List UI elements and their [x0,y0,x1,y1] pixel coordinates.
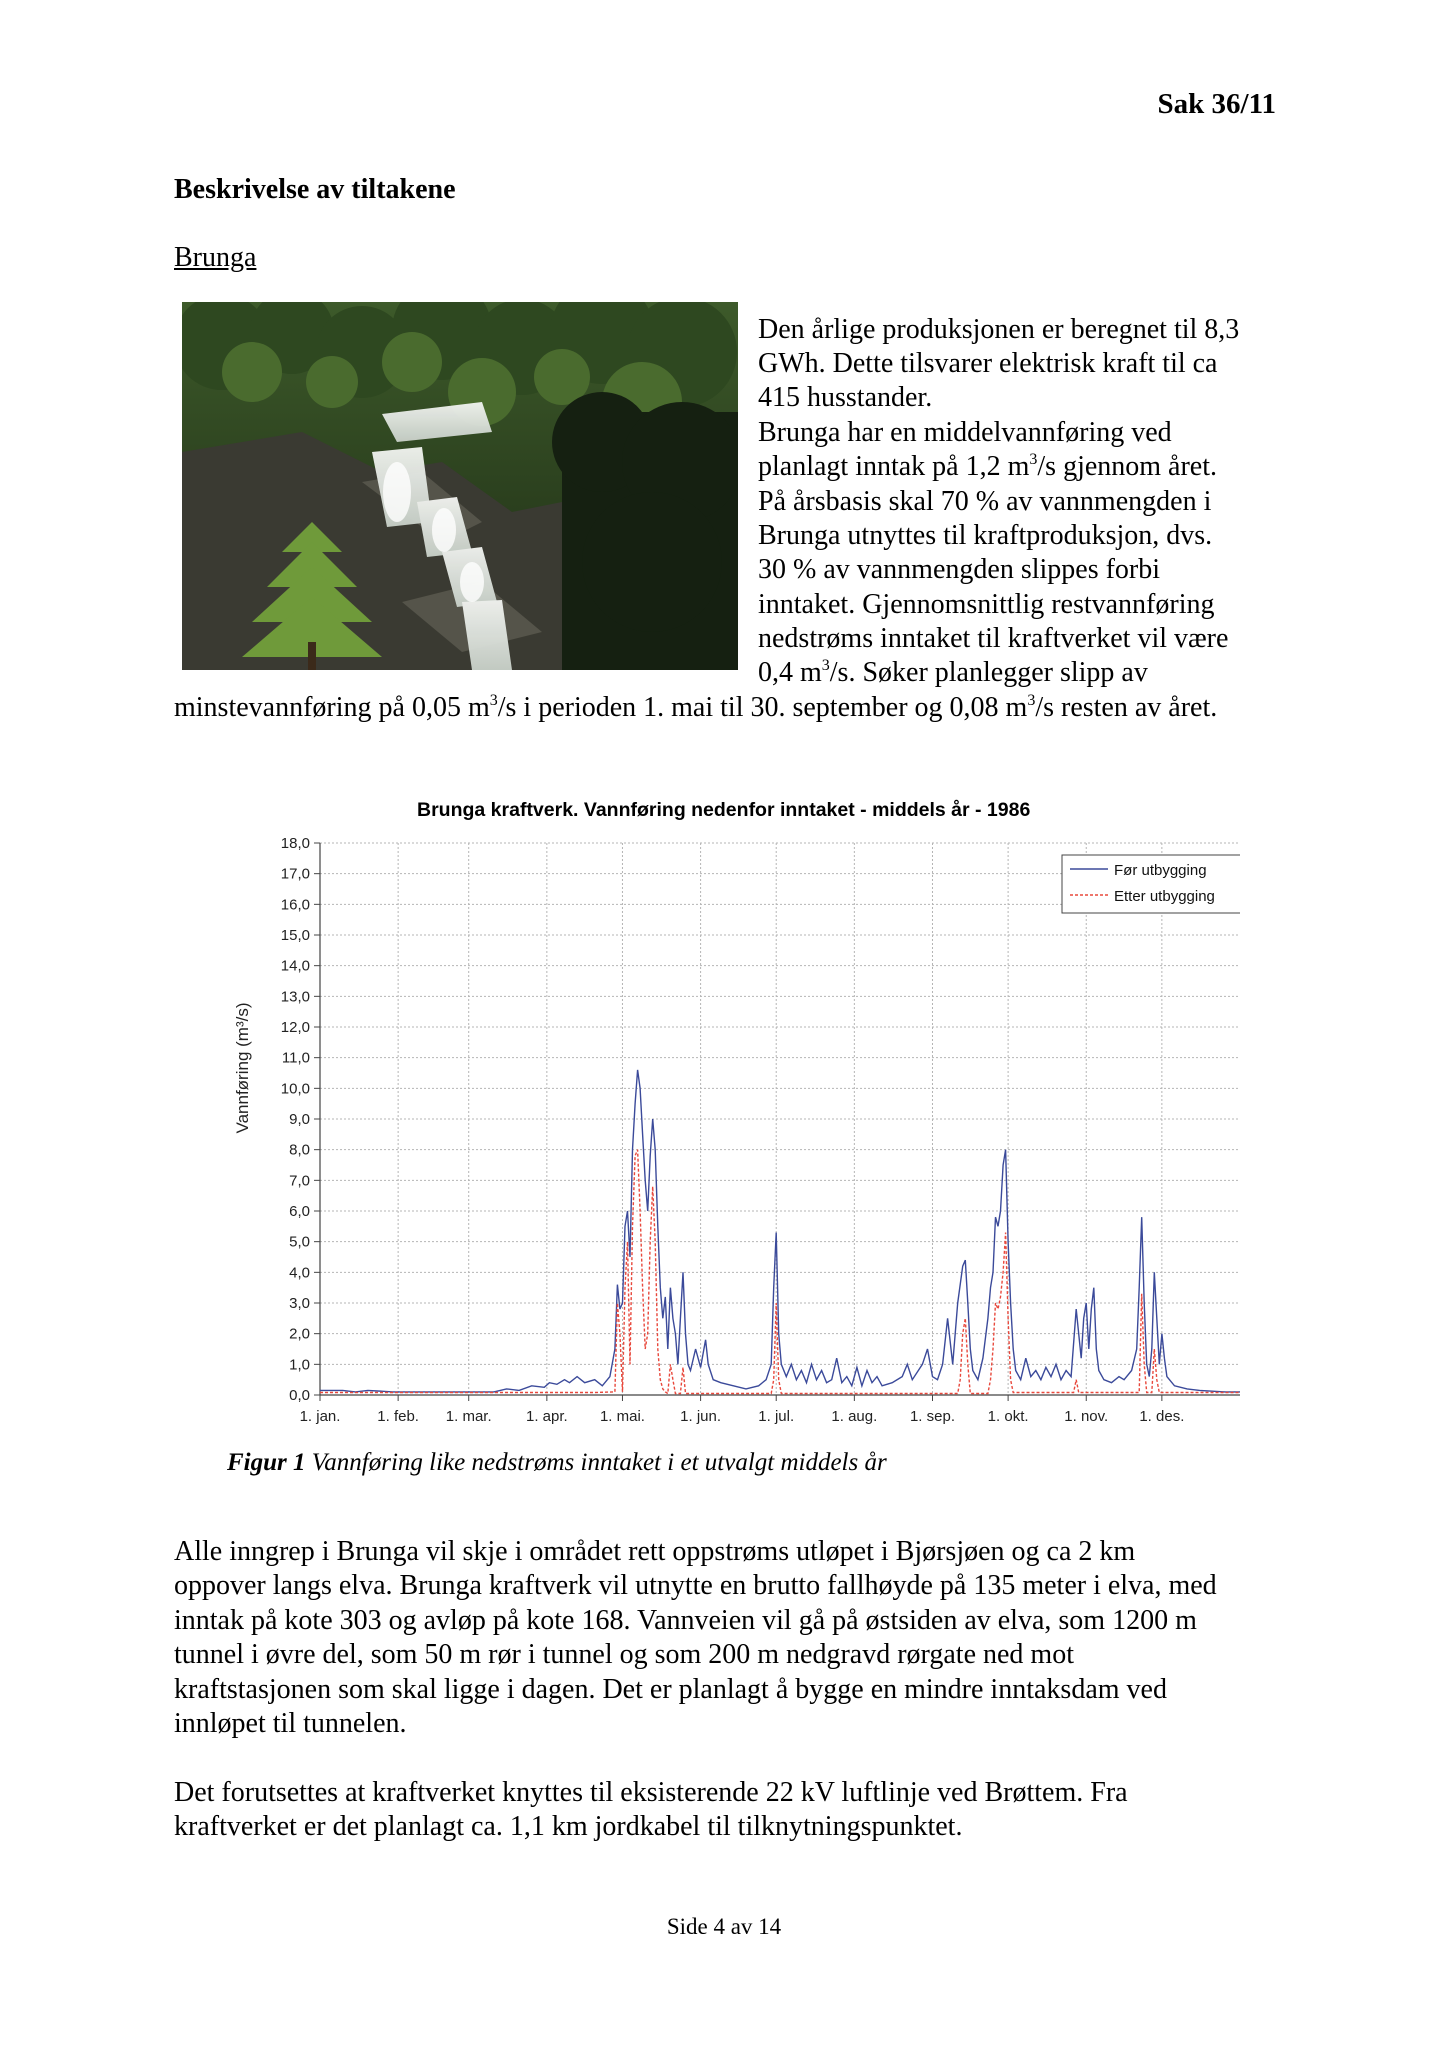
intro-line-1: Den årlige produksjonen er beregnet til 8,3 [758,314,1240,345]
y-tick-label: 18,0 [280,835,310,852]
page-footer: Side 4 av 14 [666,1914,782,1939]
figure-caption [227,1449,887,1477]
y-tick-label: 12,0 [280,1019,310,1036]
x-tick-label: 1. jul. [758,1408,795,1425]
x-tick-label: 1. jun. [680,1408,722,1425]
y-axis-tick-labels [281,835,310,1404]
section-subheading: Brunga [174,242,257,273]
y-tick-label: 0,0 [289,1387,310,1404]
intro-line-5: planlagt inntak på 1,2 $m^3/s$ gjennom året. [758,451,1218,482]
intro-line-3: 415 husstander. [758,382,933,413]
chart-grid [320,843,1240,1395]
series-line-before [320,1070,1240,1392]
y-tick-label: 15,0 [280,927,310,944]
x-tick-label: 1. okt. [987,1408,1029,1425]
intro-line-11: 0,4 $m^3/s$. Søker planlegger slipp av [758,657,1148,688]
intro-line-12: minstevannføring på 0,05 $m^3/s$ i perioden 1. mai til 30. september og 0,08 $m^3/s$ resten av året. [174,692,1218,723]
flow-chart [220,828,1240,1438]
x-tick-label: 1. mar. [445,1408,492,1425]
chart-legend [1062,855,1240,913]
body-p1-line-1: Alle inngrep i Brunga vil skje i området rett oppstrøms utløpet i Bjørsjøen og ca 2 km [174,1536,1136,1567]
body-p1-line-4: tunnel i øvre del, som 50 m rør i tunnel og som 200 m nedgravd rørgate ned mot [174,1639,1074,1670]
waterfall-photo-illustration [182,302,738,670]
case-number: Sak 36/11 [1157,88,1276,120]
intro-line-6: På årsbasis skal 70 % av vannmengden i [758,486,1212,517]
y-tick-label: 7,0 [289,1172,310,1190]
y-tick-label: 11,0 [281,1049,310,1067]
y-tick-label: 14,0 [280,957,310,975]
intro-line-2: GWh. Dette tilsvarer elektrisk kraft til ca [758,348,1218,379]
intro-line-10: nedstrøms inntaket til kraftverket vil være [758,623,1229,654]
body-p1-line-2: oppover langs elva. Brunga kraftverk vil utnytte en brutto fallhøyde på 135 meter i elva, med [174,1570,1217,1601]
y-tick-label: 9,0 [289,1111,310,1128]
x-tick-label: 1. nov. [1064,1408,1109,1425]
y-tick-label: 16,0 [280,896,310,914]
chart-title: Brunga kraftverk. Vannføring nedenfor inntaket - middels år - 1986 [417,799,1031,821]
x-tick-label: 1. feb. [377,1408,419,1425]
x-axis-tick-labels [300,1408,1185,1425]
y-tick-label: 13,0 [280,988,310,1006]
x-tick-label: 1. mai. [599,1408,645,1425]
intro-line-4: Brunga har en middelvannføring ved [758,417,1172,448]
y-tick-label: 10,0 [280,1080,310,1098]
body-p1-line-3: inntak på kote 303 og avløp på kote 168. Vannveien vil gå på østsiden av elva, som 1200 m [174,1605,1197,1636]
y-tick-label: 1,0 [289,1356,310,1374]
y-tick-label: 17,0 [280,865,310,883]
body-p1-line-6: innløpet til tunnelen. [174,1708,407,1739]
waterfall-photo [182,302,738,670]
legend-label-after: Etter utbygging [1114,888,1215,905]
x-tick-label: 1. aug. [831,1408,878,1425]
y-tick-label: 5,0 [289,1233,310,1251]
y-axis-label: Vannføring (m³/s) [233,1002,252,1134]
intro-line-7: Brunga utnyttes til kraftproduksjon, dvs. [758,520,1213,551]
y-tick-label: 3,0 [289,1295,310,1312]
body-p1-line-5: kraftstasjonen som skal ligge i dagen. Det er planlagt å bygge en mindre inntaksdam ved [174,1674,1167,1705]
intro-line-8: 30 % av vannmengden slippes forbi [758,554,1161,585]
x-tick-label: 1. sep. [909,1408,956,1425]
figure-caption-text: Vannføring like nedstrøms inntaket i et utvalgt middels år [311,1449,887,1476]
x-tick-label: 1. des. [1139,1408,1185,1425]
chart-series [320,1070,1240,1394]
body-p2-line-1: Det forutsettes at kraftverket knyttes til eksisterende 22 kV luftlinje ved Brøttem. Fra [174,1777,1128,1808]
y-tick-label: 8,0 [289,1141,310,1159]
y-tick-label: 2,0 [289,1325,310,1343]
x-tick-label: 1. jan. [299,1408,341,1425]
section-heading: Beskrivelse av tiltakene [174,174,456,205]
y-tick-label: 6,0 [289,1203,310,1220]
body-p2-line-2: kraftverket er det planlagt ca. 1,1 km jordkabel til tilknytningspunktet. [174,1811,963,1842]
legend-label-before: Før utbygging [1114,862,1207,879]
y-tick-label: 4,0 [289,1264,310,1282]
figure-label: Figur 1 [227,1449,306,1476]
intro-line-9: inntaket. Gjennomsnittlig restvannføring [758,589,1215,620]
x-tick-label: 1. apr. [525,1408,568,1425]
